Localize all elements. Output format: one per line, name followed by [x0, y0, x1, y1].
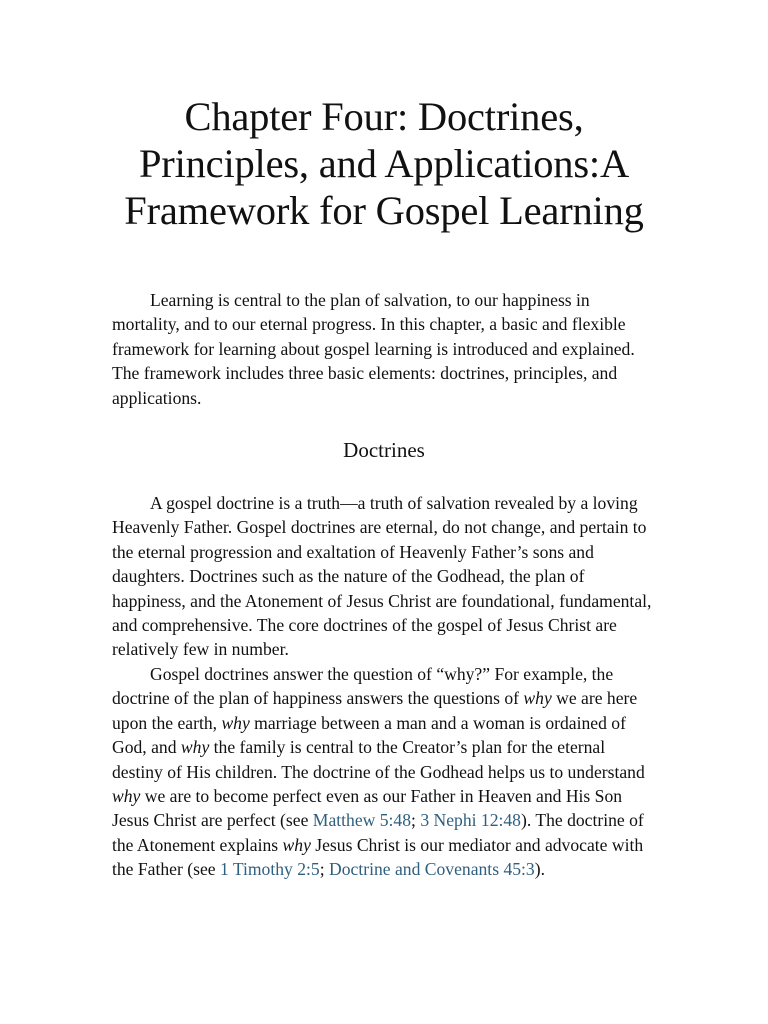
- emphasis-why: why: [180, 737, 210, 758]
- emphasis-why: why: [523, 688, 552, 709]
- paragraph-text: we are here upon the earth,: [112, 688, 638, 733]
- emphasis-why: why: [221, 712, 250, 733]
- chapter-title-line-1: Chapter Four: Doctrines,: [184, 94, 584, 139]
- paragraph-text: marriage between a man and a woman is ordained of God, and: [112, 712, 626, 758]
- paragraph-text: the family is central to the Creator’s plan for the eternal destiny of His children. The doctrine of the Godhead helps us to understand: [112, 737, 645, 782]
- paragraph-text: ).: [534, 859, 545, 880]
- paragraph-text: ). The doctrine of the Atonement explains: [112, 810, 644, 855]
- paragraph-text: ;: [411, 810, 421, 831]
- emphasis-why: why: [282, 834, 311, 855]
- scripture-link-1-timothy[interactable]: 1 Timothy 2:5: [219, 859, 320, 880]
- emphasis-why: why: [112, 785, 141, 806]
- paragraph-text: ;: [319, 859, 330, 880]
- section-heading-doctrines: Doctrines: [343, 438, 425, 463]
- scripture-link-doctrine-and-covenants[interactable]: Doctrine and Covenants 45:3: [329, 859, 535, 880]
- chapter-title-line-3: Framework for Gospel Learning: [124, 188, 644, 233]
- doctrines-paragraph-1: A gospel doctrine is a truth—a truth of salvation revealed by a loving Heavenly Father. Gospel doctrines are eternal, do not change, and pertain to the eternal progression and exaltation of Heavenly Father’s sons and daughters. Doctrines such as the nature of the Godhead, the plan of happiness, and the Atonement of Jesus Christ are foundational, fundamental, and comprehensive. The core doctrines of the gospel of Jesus Christ are relatively few in number.: [112, 493, 652, 660]
- scripture-link-3-nephi[interactable]: 3 Nephi 12:48: [420, 810, 521, 831]
- doctrines-paragraph-2: [112, 662, 656, 882]
- paragraph-text: we are to become perfect even as our Father in Heaven and His Son Jesus Christ are perfect (see: [112, 785, 623, 831]
- chapter-title: [112, 93, 656, 234]
- paragraph-text: Gospel doctrines answer the question of “why?” For example, the doctrine of the plan of happiness answers the questions of: [112, 663, 614, 709]
- paragraph-text: Jesus Christ is our mediator and advocate with the Father (see: [112, 834, 644, 880]
- chapter-title-line-2: Principles, and Applications:A: [138, 141, 630, 186]
- scripture-link-matthew[interactable]: Matthew 5:48: [312, 810, 412, 831]
- intro-paragraph: Learning is central to the plan of salvation, to our happiness in mortality, and to our eternal progress. In this chapter, a basic and flexible framework for learning about gospel learning is introduced and explained. The framework includes three basic elements: doctrines, principles, and applications.: [112, 290, 635, 408]
